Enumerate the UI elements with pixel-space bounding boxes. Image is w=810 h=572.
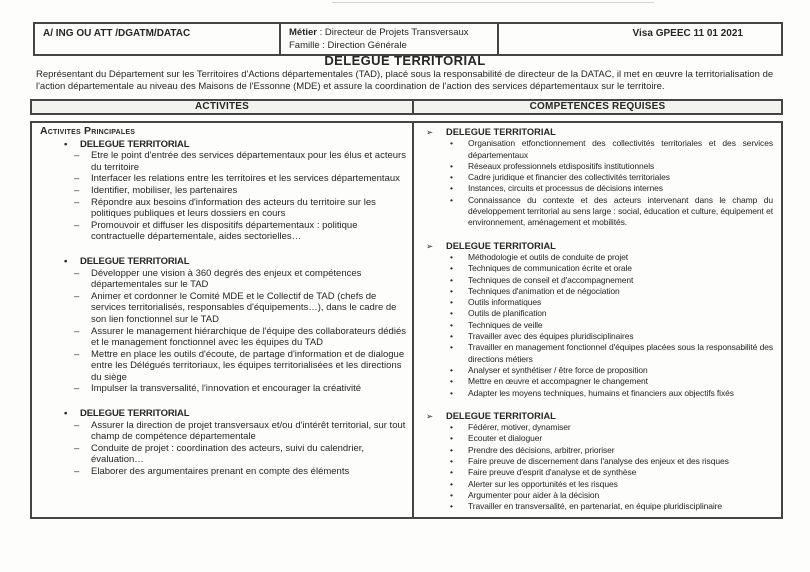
activity-item: [40, 443, 406, 466]
competence-item-text: Réseaux professionnels etdispositifs institutionnels: [468, 160, 655, 171]
activity-item-text: Impulser la transversalité, l'innovation et encourager la créativité: [91, 383, 362, 395]
bullet-icon: •: [64, 408, 68, 420]
competence-item: [420, 501, 773, 512]
bullet-icon: •: [450, 376, 453, 387]
competence-item-text: Méthodologie et outils de conduite de projet: [468, 251, 629, 262]
competence-item: [420, 263, 773, 274]
competence-item: [420, 161, 773, 172]
competence-item-text: Techniques de veille: [468, 319, 543, 330]
dash-icon: –: [74, 219, 80, 231]
dash-icon: –: [74, 383, 80, 395]
competence-item-text: Faire preuve d'esprit d'analyse et de synthèse: [468, 467, 637, 478]
competence-section-title: DELEGUE TERRITORIAL: [446, 410, 556, 421]
activities-section-label: Activites Principales: [40, 125, 136, 137]
bullet-icon: •: [450, 342, 453, 353]
bullet-icon: •: [450, 172, 453, 183]
activity-item-text: Promouvoir et diffuser les dispositifs départementaux : politique contractuelle départementale, aides sectorielles…: [91, 219, 358, 243]
arrow-bullet-icon: ➢: [426, 410, 434, 421]
activity-item-text: Développer une vision à 360 degrés des enjeux et compétences départementales sur le TAD: [91, 267, 362, 291]
column-header-activites: ACTIVITES: [32, 101, 414, 113]
activities-column: [32, 123, 414, 517]
competence-item-text: Cadre juridique et financier des collectivités territoriales: [468, 172, 670, 183]
competence-section: [420, 127, 773, 229]
bullet-icon: •: [450, 422, 453, 433]
competence-item-text: Ecouter et dialoguer: [468, 433, 543, 444]
competence-item: [420, 195, 773, 229]
activity-item-text: Mettre en place les outils d'écoute, de partage d'information et de dialogue entre les Délégués territoriaux, les équipes territorialisées et les directions du siège: [91, 348, 405, 383]
activity-item: [40, 185, 406, 197]
competence-item-text: Techniques de communication écrite et orale: [468, 263, 632, 274]
competence-item: [420, 183, 773, 194]
header-job-info: [281, 24, 499, 54]
competence-item: [420, 365, 773, 376]
competence-item: [420, 331, 773, 342]
activity-item-text: Interfacer les relations entre les territoires et les services départementaux: [91, 173, 400, 185]
competence-item: [420, 252, 773, 263]
competence-item-text: Faire preuve de discernement dans l'analyse des enjeux et des risques: [468, 456, 729, 467]
bullet-icon: •: [450, 501, 453, 512]
competence-item-text: Organisation etfonctionnement des collectivités territoriales et des services départementaux: [468, 138, 773, 160]
activity-item-text: Elaborer des argumentaires prenant en compte des éléments: [91, 466, 350, 478]
activity-group-title-row: [40, 139, 406, 151]
competence-item-text: Mettre en œuvre et accompagner le changement: [468, 376, 648, 387]
competence-section: [420, 241, 773, 399]
activity-item: [40, 220, 406, 243]
competence-item: [420, 342, 773, 365]
metier-label: Métier: [289, 27, 317, 38]
activity-item-text: Assurer la direction de projet transversaux et/ou d'intérêt territorial, sur tout champ de compétence départementale: [91, 419, 406, 443]
famille-line: Famille : Direction Générale: [289, 40, 407, 51]
page-title: DELEGUE TERRITORIAL: [324, 53, 486, 68]
bullet-icon: •: [450, 319, 453, 330]
intro-paragraph: Représentant du Département sur les Territoires d'Actions départementales (TAD), placé sous la responsabilité de directeur de la DATAC, il met en œuvre la territorialisation de l'action départementale au niveau des Maisons de l'Essonne (MDE) et assure la coordination de l'action des services départementaux sur le territoire.: [36, 69, 774, 92]
bullet-icon: •: [450, 183, 453, 194]
dash-icon: –: [74, 442, 80, 454]
activity-item: [40, 197, 406, 220]
activity-item: [40, 466, 406, 478]
document-header-table: [33, 22, 783, 56]
bullet-icon: •: [450, 387, 453, 398]
dash-icon: –: [74, 173, 80, 185]
dash-icon: –: [74, 196, 80, 208]
activity-group: [40, 408, 406, 478]
competence-item-text: Adapter les moyens techniques, humains et financiers aux objectifs fixés: [468, 387, 734, 398]
bullet-icon: •: [450, 444, 453, 455]
activity-item-text: Répondre aux besoins d'information des acteurs du territoire sur les politiques publiques et leurs dossiers en cours: [91, 196, 376, 220]
dash-icon: –: [74, 348, 80, 360]
activity-group-title-row: [40, 256, 406, 268]
activity-group: [40, 139, 406, 243]
competence-item-text: Connaissance du contexte et des acteurs intervenant dans le champ du développement territorial au sens large : social, éducation et culture, équipement et environnement, aménagement et mobilités.: [468, 194, 773, 228]
competence-item-text: Analyser et synthétiser / être force de proposition: [468, 364, 648, 375]
bullet-icon: •: [64, 255, 68, 267]
bullet-icon: •: [450, 297, 453, 308]
bullet-icon: •: [450, 456, 453, 467]
dash-icon: –: [74, 184, 80, 196]
activity-group-title: DELEGUE TERRITORIAL: [80, 255, 190, 267]
scan-artifact-line: [332, 2, 654, 3]
activity-group-title: DELEGUE TERRITORIAL: [80, 408, 190, 420]
competence-item-text: Travailler en transversalité, en partenariat, en équipe pluridisciplinaire: [468, 501, 723, 512]
competence-item-text: Alerter sur les opportunités et les risques: [468, 478, 618, 489]
competence-item-text: Outils de planification: [468, 308, 547, 319]
activity-item-text: Assurer le management hiérarchique de l'équipe des collaborateurs dédiés et le management fonctionnel avec les équipes du TAD: [91, 325, 406, 349]
activity-item-text: Animer et cordonner le Comité MDE et le Collectif de TAD (chefs de services territorialisés, responsables d'équipements…), dans le cadre de son lien fonctionnel sur le TAD: [91, 290, 397, 325]
competence-item-text: Techniques d'animation et de négociation: [468, 285, 620, 296]
bullet-icon: •: [450, 433, 453, 444]
competence-section: [420, 411, 773, 513]
activity-item: [40, 173, 406, 185]
activity-item-text: Conduite de projet : coordination des acteurs, suivi du calendrier, évaluation…: [91, 442, 365, 466]
table-body: [30, 121, 783, 519]
competence-item: [420, 172, 773, 183]
activity-group: [40, 256, 406, 395]
competence-item-text: Outils informatiques: [468, 297, 542, 308]
dash-icon: –: [74, 267, 80, 279]
competence-item-text: Prendre des décisions, arbitrer, prioriser: [468, 444, 615, 455]
dash-icon: –: [74, 419, 80, 431]
bullet-icon: •: [450, 251, 453, 262]
competence-item: [420, 376, 773, 387]
competence-section-title-row: [420, 241, 773, 252]
competence-section-title-row: [420, 127, 773, 138]
competence-item: [420, 138, 773, 161]
competence-item-text: Fédérer, motiver, dynamiser: [468, 422, 571, 433]
metier-value: : Directeur de Projets Transversaux: [316, 27, 469, 38]
competence-item: [420, 388, 773, 399]
competence-item: [420, 286, 773, 297]
activity-group-title: DELEGUE TERRITORIAL: [80, 138, 190, 150]
bullet-icon: •: [450, 194, 453, 205]
competence-section-title: DELEGUE TERRITORIAL: [446, 127, 556, 137]
competence-item-text: Argumenter pour aider à la décision: [468, 489, 600, 500]
bullet-icon: •: [450, 489, 453, 500]
table-header-row: [30, 99, 783, 115]
activity-item: [40, 326, 406, 349]
competence-item: [420, 490, 773, 501]
bullet-icon: •: [450, 138, 453, 149]
competences-column: [414, 123, 781, 517]
competence-section-title-row: [420, 411, 773, 422]
bullet-icon: •: [450, 467, 453, 478]
activity-item: [40, 268, 406, 291]
activity-item: [40, 349, 406, 384]
bullet-icon: •: [450, 274, 453, 285]
competence-item: [420, 422, 773, 433]
dash-icon: –: [74, 150, 80, 162]
arrow-bullet-icon: ➢: [426, 127, 434, 137]
activity-item-text: Identifier, mobiliser, les partenaires: [91, 184, 238, 196]
competence-item: [420, 445, 773, 456]
metier-line: [289, 26, 493, 39]
competence-item: [420, 467, 773, 478]
dash-icon: –: [74, 290, 80, 302]
competence-item: [420, 275, 773, 286]
header-reference: A/ ING OU ATT /DGATM/DATAC: [35, 24, 281, 54]
bullet-icon: •: [64, 138, 68, 150]
competence-item-text: Travailler en management fonctionnel d'équipes placées sous la responsabilité des directions métiers: [468, 342, 773, 364]
bullet-icon: •: [450, 263, 453, 274]
bullet-icon: •: [450, 364, 453, 375]
competence-item-text: Travailler avec des équipes pluridisciplinaires: [468, 331, 634, 342]
competence-item: [420, 308, 773, 319]
bullet-icon: •: [450, 478, 453, 489]
activity-item: [40, 383, 406, 395]
activity-item: [40, 420, 406, 443]
activity-item: [40, 150, 406, 173]
competence-item: [420, 433, 773, 444]
dash-icon: –: [74, 325, 80, 337]
bullet-icon: •: [450, 285, 453, 296]
activity-group-title-row: [40, 408, 406, 420]
competence-item-text: Instances, circuits et processus de décisions internes: [468, 183, 663, 194]
bullet-icon: •: [450, 331, 453, 342]
competence-item: [420, 479, 773, 490]
header-visa: Visa GPEEC 11 01 2021: [632, 28, 743, 39]
activity-item-text: Etre le point d'entrée des services départementaux pour les élus et acteurs du territoire: [91, 150, 406, 173]
column-header-competences: COMPETENCES REQUISES: [529, 101, 666, 112]
competence-section-title: DELEGUE TERRITORIAL: [446, 240, 556, 251]
competence-item-text: Techniques de conseil et d'accompagnement: [468, 274, 634, 285]
bullet-icon: •: [450, 308, 453, 319]
competence-item: [420, 456, 773, 467]
bullet-icon: •: [450, 160, 453, 171]
activity-item: [40, 291, 406, 326]
competence-item: [420, 297, 773, 308]
dash-icon: –: [74, 466, 80, 478]
competence-item: [420, 320, 773, 331]
arrow-bullet-icon: ➢: [426, 240, 434, 251]
